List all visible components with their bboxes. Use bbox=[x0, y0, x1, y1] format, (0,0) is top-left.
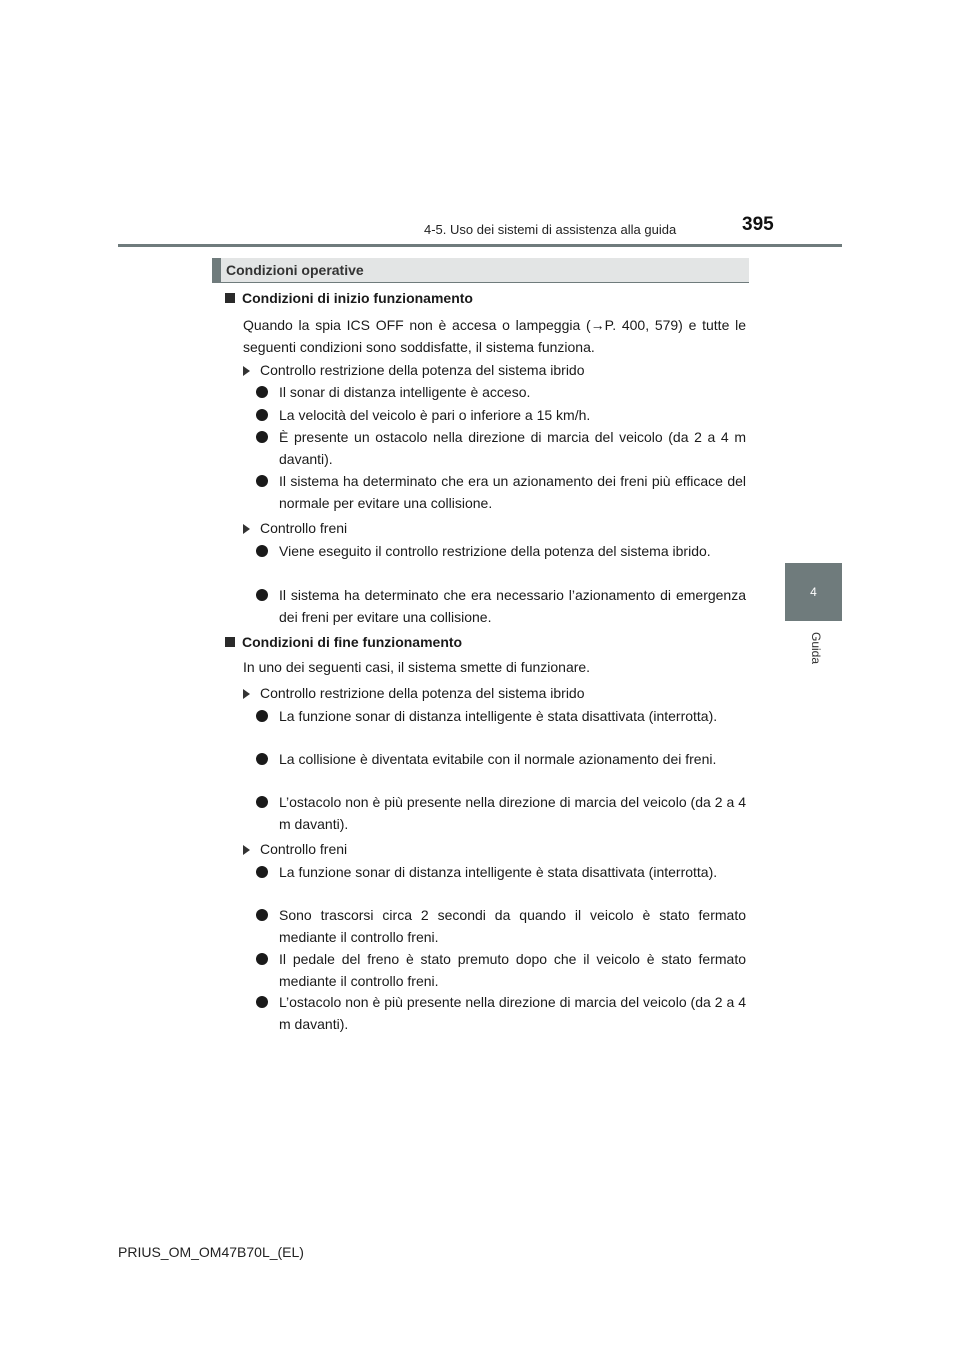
bullet-dot-icon bbox=[256, 409, 268, 421]
end-conditions-heading: Condizioni di fine funzionamento bbox=[225, 634, 462, 650]
list-item: È presente un ostacolo nella direzione di marcia del veicolo (da 2 a 4 m davanti). bbox=[256, 427, 746, 470]
list-item: La collisione è diventata evitabile con il normale azionamento dei freni. bbox=[256, 749, 746, 771]
bullet-dot-icon bbox=[256, 953, 268, 965]
list-item: Viene eseguito il controllo restrizione della potenza del sistema ibrido. bbox=[256, 541, 746, 563]
chapter-label: Guida bbox=[809, 632, 823, 665]
section-header-bar bbox=[212, 258, 221, 282]
bullet-dot-icon bbox=[256, 796, 268, 808]
square-bullet-icon bbox=[225, 637, 235, 647]
list-item: Il sistema ha determinato che era un azionamento dei freni più efficace del normale per evitare una collisione. bbox=[256, 471, 746, 514]
list-item: L’ostacolo non è più presente nella direzione di marcia del veicolo (da 2 a 4 m davanti). bbox=[256, 792, 746, 835]
bullet-dot-icon bbox=[256, 589, 268, 601]
header-divider bbox=[118, 244, 842, 247]
bullet-dot-icon bbox=[256, 753, 268, 765]
list-item: Il pedale del freno è stato premuto dopo che il veicolo è stato fermato mediante il controllo freni. bbox=[256, 949, 746, 992]
bullet-dot-icon bbox=[256, 909, 268, 921]
end-conditions-intro: In uno dei seguenti casi, il sistema smette di funzionare. bbox=[243, 659, 591, 675]
start-conditions-heading: Condizioni di inizio funzionamento bbox=[225, 290, 473, 306]
triangle-arrow-icon bbox=[243, 366, 250, 376]
section-header bbox=[212, 258, 749, 283]
start-group-1-title: Controllo restrizione della potenza del sistema ibrido bbox=[243, 362, 585, 378]
page-number: 395 bbox=[742, 214, 774, 235]
section-title: Condizioni operative bbox=[226, 262, 364, 278]
end-group-2-title: Controllo freni bbox=[243, 841, 347, 857]
square-bullet-icon bbox=[225, 293, 235, 303]
start-conditions-intro: Quando la spia ICS OFF non è accesa o lampeggia (→P. 400, 579) e tutte le seguenti condizioni sono soddisfatte, il sistema funziona. bbox=[243, 317, 746, 355]
chapter-tab[interactable]: 4 bbox=[785, 563, 842, 621]
bullet-dot-icon bbox=[256, 545, 268, 557]
header-section-title: 4-5. Uso dei sistemi di assistenza alla guida bbox=[424, 222, 677, 237]
bullet-dot-icon bbox=[256, 475, 268, 487]
triangle-arrow-icon bbox=[243, 689, 250, 699]
list-item: L’ostacolo non è più presente nella direzione di marcia del veicolo (da 2 a 4 m davanti). bbox=[256, 992, 746, 1035]
list-item: Il sonar di distanza intelligente è acceso. bbox=[256, 382, 746, 404]
bullet-dot-icon bbox=[256, 866, 268, 878]
list-item: Sono trascorsi circa 2 secondi da quando il veicolo è stato fermato mediante il controllo freni. bbox=[256, 905, 746, 948]
start-group-2-title: Controllo freni bbox=[243, 520, 347, 536]
bullet-dot-icon bbox=[256, 996, 268, 1008]
list-item: La funzione sonar di distanza intelligente è stata disattivata (interrotta). bbox=[256, 706, 746, 728]
bullet-dot-icon bbox=[256, 710, 268, 722]
bullet-dot-icon bbox=[256, 431, 268, 443]
bullet-dot-icon bbox=[256, 386, 268, 398]
list-item: La funzione sonar di distanza intelligente è stata disattivata (interrotta). bbox=[256, 862, 746, 884]
list-item: Il sistema ha determinato che era necessario l’azionamento di emergenza dei freni per evitare una collisione. bbox=[256, 585, 746, 628]
document-code: PRIUS_OM_OM47B70L_(EL) bbox=[118, 1244, 304, 1260]
end-group-1-title: Controllo restrizione della potenza del sistema ibrido bbox=[243, 685, 585, 701]
triangle-arrow-icon bbox=[243, 845, 250, 855]
list-item: La velocità del veicolo è pari o inferiore a 15 km/h. bbox=[256, 405, 746, 427]
triangle-arrow-icon bbox=[243, 524, 250, 534]
